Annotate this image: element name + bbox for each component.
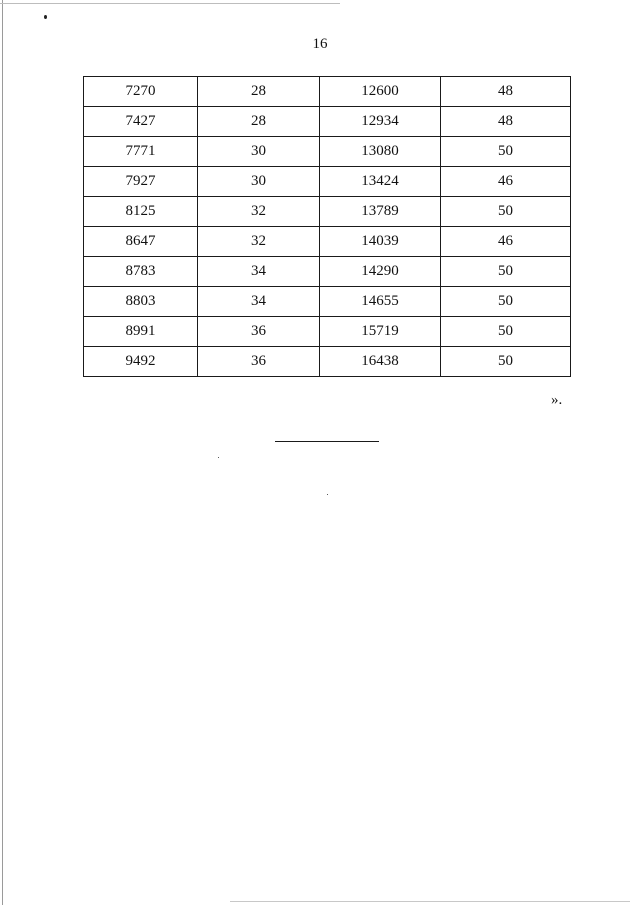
scan-speck bbox=[218, 457, 219, 458]
table-cell: 48 bbox=[441, 107, 571, 137]
table-cell: 30 bbox=[198, 137, 320, 167]
page-number: 16 bbox=[312, 36, 328, 52]
table-cell: 7427 bbox=[84, 107, 198, 137]
scan-edge-bottom bbox=[230, 901, 630, 902]
table-cell: 14290 bbox=[320, 257, 441, 287]
scan-speck bbox=[44, 15, 47, 19]
table-cell: 48 bbox=[441, 77, 571, 107]
table-cell: 28 bbox=[198, 107, 320, 137]
table-row bbox=[84, 107, 571, 137]
table-cell: 28 bbox=[198, 77, 320, 107]
table-cell: 13080 bbox=[320, 137, 441, 167]
table-cell: 32 bbox=[198, 227, 320, 257]
scan-edge-left bbox=[2, 0, 3, 905]
table-cell: 46 bbox=[441, 167, 571, 197]
table-cell: 34 bbox=[198, 257, 320, 287]
table-cell: 12934 bbox=[320, 107, 441, 137]
table-row bbox=[84, 347, 571, 377]
table-row bbox=[84, 167, 571, 197]
table-cell: 12600 bbox=[320, 77, 441, 107]
table-cell: 7771 bbox=[84, 137, 198, 167]
table-cell: 50 bbox=[441, 317, 571, 347]
table-cell: 7270 bbox=[84, 77, 198, 107]
table-cell: 36 bbox=[198, 317, 320, 347]
table-cell: 16438 bbox=[320, 347, 441, 377]
table-cell: 8647 bbox=[84, 227, 198, 257]
table-cell: 15719 bbox=[320, 317, 441, 347]
table-cell: 50 bbox=[441, 347, 571, 377]
table-cell: 34 bbox=[198, 287, 320, 317]
closing-quote: ». bbox=[551, 392, 563, 408]
table-cell: 50 bbox=[441, 257, 571, 287]
data-table bbox=[83, 76, 571, 377]
table-row bbox=[84, 227, 571, 257]
table-row bbox=[84, 197, 571, 227]
table-cell: 30 bbox=[198, 167, 320, 197]
table-cell: 50 bbox=[441, 137, 571, 167]
table-cell: 8991 bbox=[84, 317, 198, 347]
table-cell: 14039 bbox=[320, 227, 441, 257]
table-cell: 14655 bbox=[320, 287, 441, 317]
table-cell: 50 bbox=[441, 197, 571, 227]
table-cell: 9492 bbox=[84, 347, 198, 377]
table-cell: 7927 bbox=[84, 167, 198, 197]
scan-edge-top bbox=[0, 3, 340, 4]
table-row bbox=[84, 137, 571, 167]
table-row bbox=[84, 317, 571, 347]
table-cell: 13789 bbox=[320, 197, 441, 227]
table-cell: 8783 bbox=[84, 257, 198, 287]
end-rule bbox=[275, 441, 379, 442]
table-cell: 36 bbox=[198, 347, 320, 377]
table-row bbox=[84, 257, 571, 287]
scan-speck bbox=[327, 494, 328, 495]
table-row bbox=[84, 287, 571, 317]
table-cell: 13424 bbox=[320, 167, 441, 197]
table-cell: 46 bbox=[441, 227, 571, 257]
table-cell: 8803 bbox=[84, 287, 198, 317]
table-cell: 8125 bbox=[84, 197, 198, 227]
table-cell: 32 bbox=[198, 197, 320, 227]
table-cell: 50 bbox=[441, 287, 571, 317]
table-row bbox=[84, 77, 571, 107]
